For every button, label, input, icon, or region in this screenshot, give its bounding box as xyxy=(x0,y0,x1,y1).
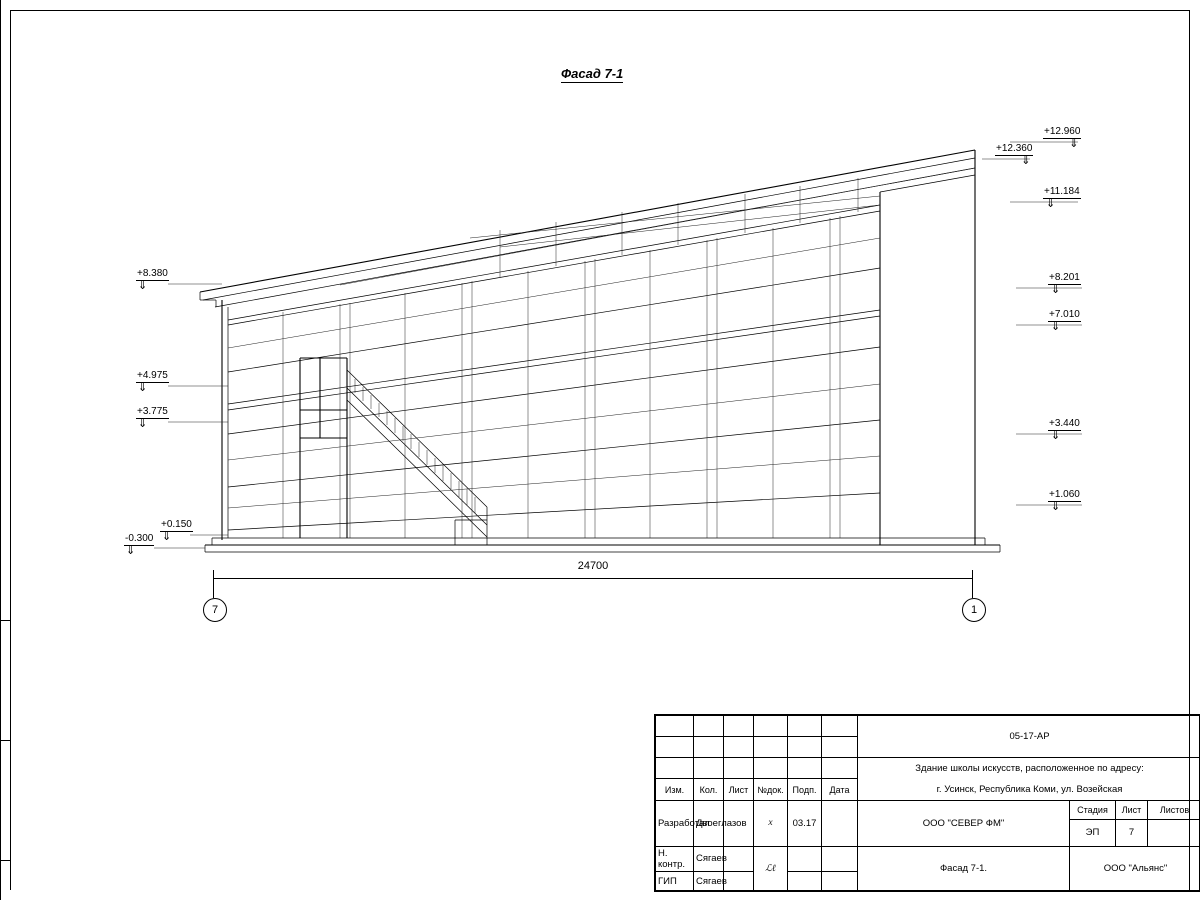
level-mark: +12.960 ⇓ xyxy=(1044,126,1081,150)
stamp-col-header-podp: Подп. xyxy=(788,779,822,801)
dimension-value: 24700 xyxy=(577,560,609,572)
down-arrow-icon: ⇓ xyxy=(138,382,148,394)
overall-dimension xyxy=(213,560,973,590)
level-mark: +3.440 ⇓ xyxy=(1049,418,1080,442)
stamp-sheet-value: 7 xyxy=(1116,820,1148,847)
down-arrow-icon: ⇓ xyxy=(1051,321,1061,333)
drawing-title: Фасад 7-1 xyxy=(561,66,624,81)
stamp-blank-cell xyxy=(822,872,858,891)
dimension-line xyxy=(213,578,973,579)
down-arrow-icon: ⇓ xyxy=(138,418,148,430)
stamp-name-gip: Сягаев xyxy=(694,872,724,891)
stamp-blank-cell xyxy=(788,846,822,871)
stamp-blank-cell xyxy=(788,872,822,891)
title-block xyxy=(654,714,1200,892)
down-arrow-icon: ⇓ xyxy=(126,545,136,557)
stamp-blank-cell xyxy=(724,737,754,758)
down-arrow-icon: ⇓ xyxy=(1021,155,1031,167)
stamp-stage-value: ЭП xyxy=(1070,820,1116,847)
down-arrow-icon: ⇓ xyxy=(138,280,148,292)
stamp-name-checker: Сягаев xyxy=(694,846,724,871)
stamp-blank-cell xyxy=(694,758,724,779)
stamp-object-line-1: Здание школы искусств, расположенное по адресу: xyxy=(858,758,1200,779)
stamp-blank-cell xyxy=(788,737,822,758)
stamp-signature-developer: x xyxy=(754,801,788,846)
stamp-col-header-data: Дата xyxy=(822,779,858,801)
stamp-object-line-2: г. Усинск, Республика Коми, ул. Возейская xyxy=(858,779,1200,801)
stamp-company-designer: ООО "СЕВЕР ФМ" xyxy=(858,801,1070,846)
stamp-col-header-ndok: №док. xyxy=(754,779,788,801)
down-arrow-icon: ⇓ xyxy=(1051,284,1061,296)
level-mark: +12.360 ⇓ xyxy=(996,143,1033,167)
stamp-blank-cell xyxy=(822,737,858,758)
stamp-sheets-label: Листов xyxy=(1148,801,1200,820)
stamp-blank-cell xyxy=(754,737,788,758)
axis-bubble-7: 7 xyxy=(203,598,227,622)
stamp-blank-cell xyxy=(724,716,754,737)
stamp-company-client: ООО "Альянс" xyxy=(1070,846,1200,890)
stamp-col-header-kol: Кол. xyxy=(694,779,724,801)
stamp-sheet-title: Фасад 7-1. xyxy=(858,846,1070,890)
stamp-role-developer: Разработал xyxy=(656,801,694,846)
down-arrow-icon: ⇓ xyxy=(1051,501,1061,513)
down-arrow-icon: ⇓ xyxy=(1046,198,1056,210)
stamp-blank-cell xyxy=(822,846,858,871)
stamp-blank-cell xyxy=(694,716,724,737)
stamp-blank-cell xyxy=(822,716,858,737)
stamp-stage-label: Стадия xyxy=(1070,801,1116,820)
level-mark: +11.184 ⇓ xyxy=(1044,186,1080,210)
stamp-blank-cell xyxy=(822,801,858,846)
stamp-blank-cell xyxy=(822,758,858,779)
level-mark: +8.380 ⇓ xyxy=(137,268,168,292)
stamp-col-header-list: Лист xyxy=(724,779,754,801)
stamp-blank-cell xyxy=(754,758,788,779)
stamp-signature-checker: ℒℓ xyxy=(754,846,788,890)
level-mark: -0.300 ⇓ xyxy=(125,533,154,557)
stamp-document-code: 05-17-АР xyxy=(858,716,1200,758)
stamp-sheets-value xyxy=(1148,820,1200,847)
level-mark: +0.150 ⇓ xyxy=(161,519,192,543)
stamp-blank-cell xyxy=(694,737,724,758)
level-mark: +3.775 ⇓ xyxy=(137,406,168,430)
stamp-blank-cell xyxy=(724,872,754,891)
stamp-blank-cell xyxy=(656,758,694,779)
stamp-blank-cell xyxy=(656,716,694,737)
stamp-role-gip: ГИП xyxy=(656,872,694,891)
down-arrow-icon: ⇓ xyxy=(1069,138,1079,150)
down-arrow-icon: ⇓ xyxy=(1051,430,1061,442)
stamp-blank-cell xyxy=(724,758,754,779)
stamp-blank-cell xyxy=(788,758,822,779)
level-mark: +4.975 ⇓ xyxy=(137,370,168,394)
stamp-blank-cell xyxy=(754,716,788,737)
axis-bubble-1: 1 xyxy=(962,598,986,622)
stamp-sheet-label: Лист xyxy=(1116,801,1148,820)
level-mark: +1.060 ⇓ xyxy=(1049,489,1080,513)
stamp-blank-cell xyxy=(724,846,754,871)
stamp-blank-cell xyxy=(656,737,694,758)
stamp-date-developer: 03.17 xyxy=(788,801,822,846)
down-arrow-icon: ⇓ xyxy=(162,531,172,543)
axis-stem-right xyxy=(972,578,973,598)
stamp-role-checker: Н. контр. xyxy=(656,846,694,871)
level-mark: +8.201 ⇓ xyxy=(1049,272,1080,296)
stamp-col-header-izm: Изм. xyxy=(656,779,694,801)
level-mark: +7.010 ⇓ xyxy=(1049,309,1080,333)
stamp-name-developer: Двоеглазов xyxy=(694,801,724,846)
axis-stem-left xyxy=(213,578,214,598)
stamp-blank-cell xyxy=(788,716,822,737)
